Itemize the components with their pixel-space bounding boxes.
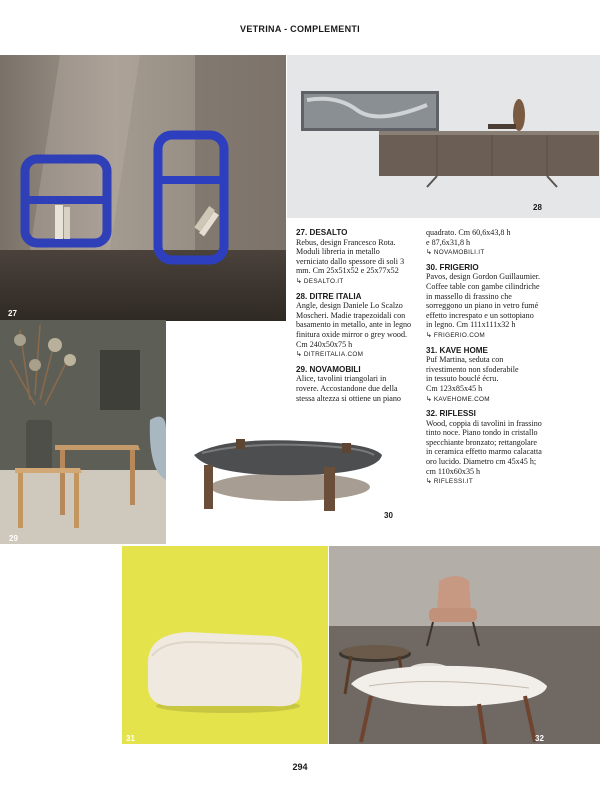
- arrow-icon: ↳: [296, 276, 302, 285]
- photo-riflessi: [329, 546, 600, 744]
- section-header: VETRINA - COMPLEMENTI: [240, 24, 360, 34]
- entry-line: Angle, design Daniele Lo Scalzo: [296, 301, 403, 311]
- entry-kave-home: [426, 346, 566, 405]
- text-column-left: [296, 228, 426, 408]
- entry-ditre-italia: [296, 292, 426, 360]
- photo-number: 27: [8, 309, 17, 318]
- url-desalto[interactable]: DESALTO.IT: [303, 277, 344, 285]
- entry-link[interactable]: [426, 330, 566, 341]
- entry-line: Cm 123x85x45 h: [426, 383, 483, 393]
- photo-ditre-italia: [287, 55, 600, 218]
- url-novamobili[interactable]: NOVAMOBILI.IT: [433, 249, 485, 257]
- photo-number: 32: [535, 734, 544, 743]
- arrow-icon: ↳: [426, 394, 432, 403]
- entry-link[interactable]: [426, 394, 566, 405]
- entry-line: in ceramica effetto marmo calacatta: [426, 447, 542, 457]
- novamobili-tables-image: [0, 320, 166, 544]
- entry-line: verniciato dallo spessore di soli 3: [296, 256, 405, 266]
- entry-line: Moduli libreria in metallo: [296, 247, 380, 257]
- entry-line: e 87,6x31,8 h: [426, 237, 471, 247]
- entry-desalto: [296, 228, 426, 287]
- entry-line: rivestimento non sfoderabile: [426, 364, 519, 374]
- entry-title: 31. KAVE HOME: [426, 345, 488, 355]
- entry-line: in massello di frassino che: [426, 291, 512, 301]
- entry-title: 27. DESALTO: [296, 228, 348, 237]
- entry-line: in legno. Cm 111x111x32 h: [426, 320, 516, 330]
- entry-title: 29. NOVAMOBILI: [296, 364, 361, 374]
- entry-line: specchiante bronzato; rettangolare: [426, 437, 538, 447]
- arrow-icon: ↳: [296, 350, 302, 359]
- url-kave-home[interactable]: KAVEHOME.COM: [433, 395, 490, 403]
- photo-kave-home: [122, 546, 328, 744]
- entry-link[interactable]: [426, 476, 566, 487]
- url-riflessi[interactable]: RIFLESSI.IT: [433, 478, 474, 486]
- entry-line: oro lucido. Diametro cm 45x45 h;: [426, 457, 537, 467]
- entry-line: Coffee table con gambe cilindriche: [426, 281, 540, 291]
- entry-novamobili: [296, 365, 426, 403]
- entry-line: sorreggono un piano in vetro fumé: [426, 301, 539, 311]
- url-frigerio[interactable]: FRIGERIO.COM: [433, 331, 486, 339]
- entry-link[interactable]: [296, 276, 426, 287]
- desalto-shelves-image: [0, 55, 286, 321]
- entry-line: cm 110x60x35 h: [426, 466, 481, 476]
- photo-number: 29: [9, 534, 18, 543]
- text-column-right: [426, 228, 566, 492]
- entry-line: Moscheri. Madie trapezoidali con: [296, 310, 406, 320]
- photo-number: 30: [384, 511, 393, 520]
- page-number: 294: [292, 762, 308, 772]
- entry-line: Alice, tavolini triangolari in: [296, 374, 387, 384]
- entry-line: Wood, coppia di tavolini in frassino: [426, 418, 542, 428]
- entry-link[interactable]: [296, 349, 426, 360]
- photo-novamobili: [0, 320, 166, 544]
- entry-line: mm. Cm 25x51x52 e 25x77x52: [296, 266, 399, 276]
- photo-number: 28: [533, 203, 542, 212]
- entry-line: Rebus, design Francesco Rota.: [296, 237, 396, 247]
- entry-riflessi: [426, 409, 566, 487]
- entry-line: in tessuto bouclé écru.: [426, 374, 499, 384]
- frigerio-table-image: [182, 425, 400, 527]
- entry-title: 32. RIFLESSI: [426, 409, 476, 419]
- entry-line: effetto increspato e un sottopiano: [426, 310, 534, 320]
- entry-line: rovere. Accostandone due della: [296, 383, 398, 393]
- photo-number: 31: [126, 734, 135, 743]
- entry-line: finitura oxide mirror o grey wood.: [296, 329, 408, 339]
- entry-title: 28. DITRE ITALIA: [296, 291, 362, 301]
- arrow-icon: ↳: [426, 248, 432, 257]
- entry-frigerio: [426, 263, 566, 341]
- entry-line: tinto noce. Piano tondo in cristallo: [426, 428, 538, 438]
- entry-line: Cm 240x50x75 h: [296, 339, 353, 349]
- photo-frigerio: [182, 425, 400, 527]
- url-ditre-italia[interactable]: DITREITALIA.COM: [303, 351, 364, 359]
- ditre-sideboard-image: [287, 55, 600, 218]
- entry-novamobili-cont: [426, 228, 566, 258]
- entry-link[interactable]: [426, 247, 566, 258]
- riflessi-tables-image: [329, 546, 600, 744]
- entry-line: quadrato. Cm 60,6x43,8 h: [426, 228, 511, 237]
- entry-line: stessa altezza si ottiene un piano: [296, 393, 401, 403]
- entry-line: basamento in metallo, ante in legno: [296, 320, 412, 330]
- arrow-icon: ↳: [426, 477, 432, 486]
- kave-pouf-image: [122, 546, 328, 744]
- entry-title: 30. FRIGERIO: [426, 262, 479, 272]
- photo-desalto: [0, 55, 286, 321]
- arrow-icon: ↳: [426, 330, 432, 339]
- entry-line: Pavos, design Gordon Guillaumier.: [426, 272, 540, 282]
- entry-line: Puf Martina, seduta con: [426, 355, 504, 365]
